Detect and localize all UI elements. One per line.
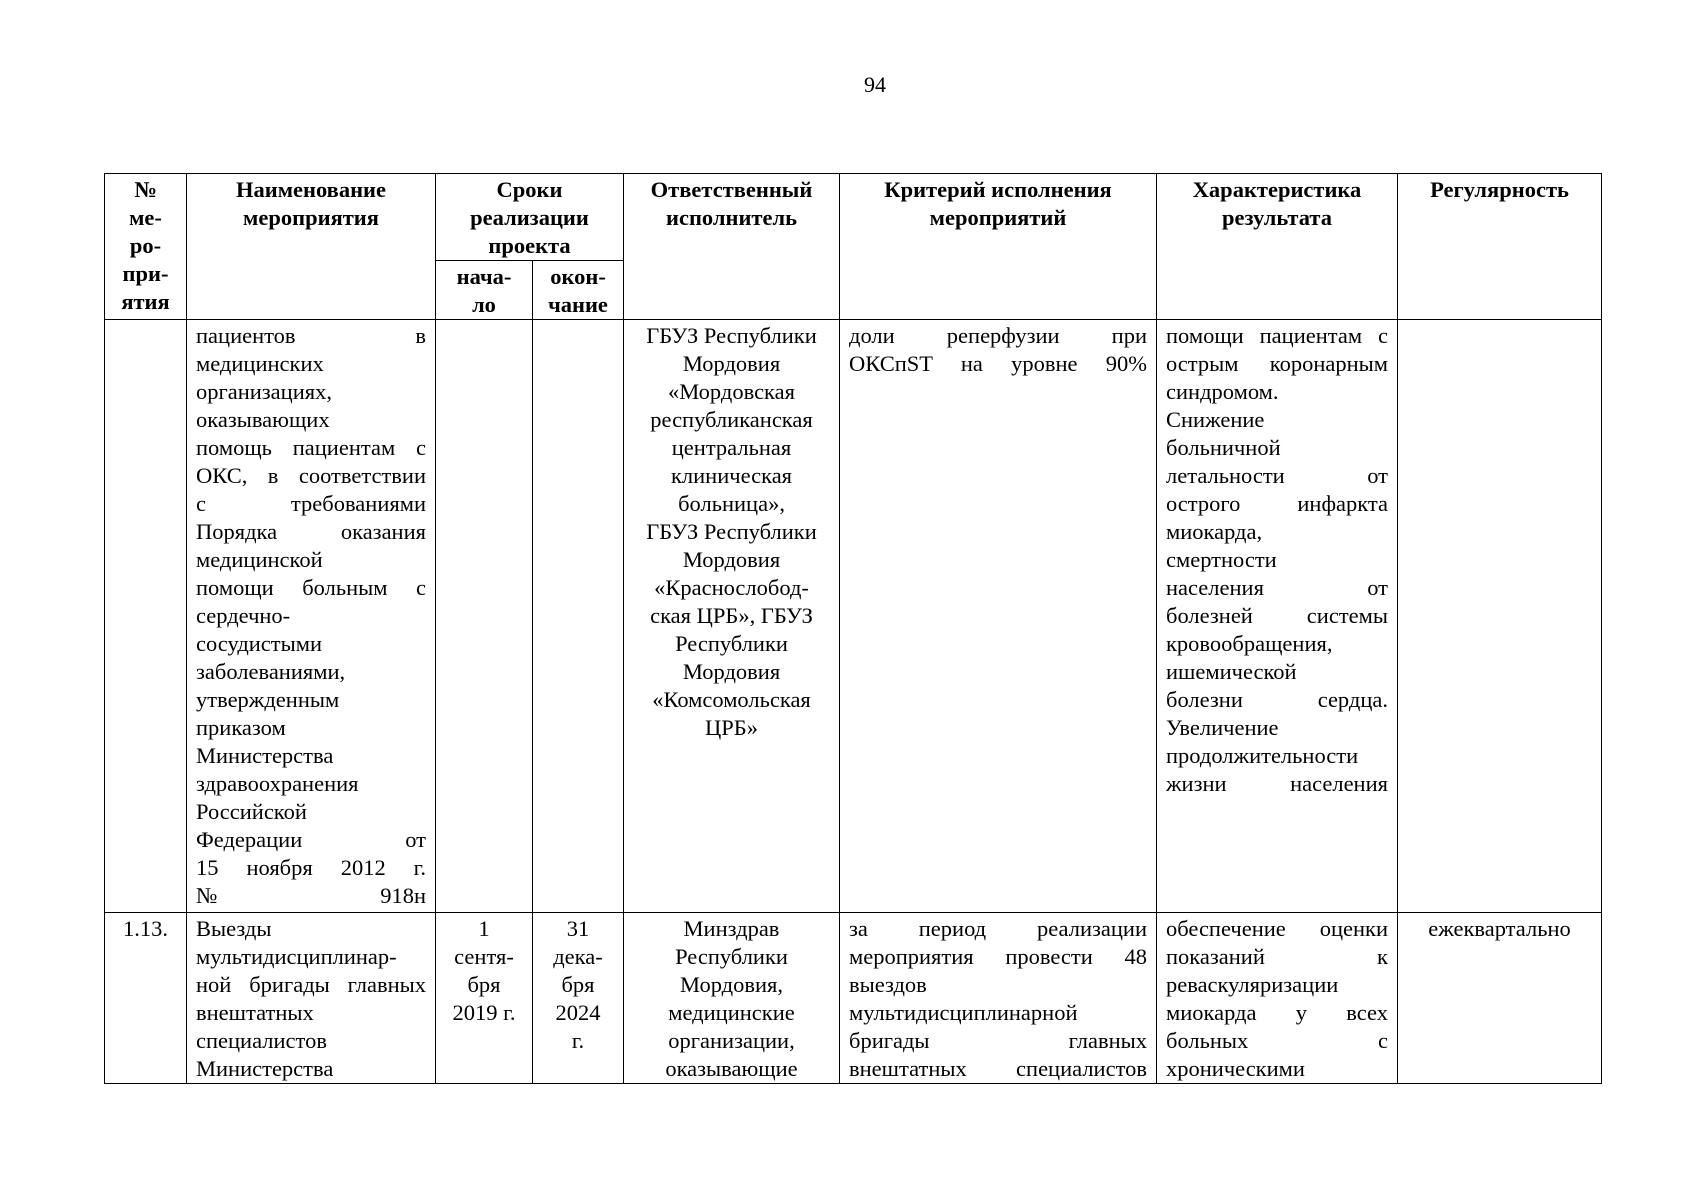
text-line: с требованиями xyxy=(196,491,426,516)
text-line: заболеваниями, xyxy=(196,659,346,684)
text-line: организации, xyxy=(668,1028,795,1053)
text-line: приказом xyxy=(196,715,286,740)
text-line: Мордовия xyxy=(682,659,781,684)
text-line: клиническая xyxy=(670,463,793,488)
text-line: Минздрав xyxy=(683,916,780,941)
text-line: ГБУЗ Республики xyxy=(646,323,817,348)
text-line: летальности от xyxy=(1166,463,1388,488)
cell-regularity xyxy=(1398,320,1602,913)
text-line: дека- xyxy=(553,944,603,969)
text-line: оказывающие xyxy=(665,1056,798,1081)
text-line: организациях, xyxy=(196,379,332,404)
text-line: Республики xyxy=(675,631,788,656)
text-line: окон- xyxy=(550,264,606,289)
text-line: Снижение xyxy=(1166,407,1265,432)
header-end xyxy=(533,261,624,320)
text-line: сентя- xyxy=(454,944,514,969)
text-line: Мордовия, xyxy=(680,972,783,997)
text-line: острым коронарным xyxy=(1166,351,1388,376)
text-line: ро- xyxy=(129,233,162,258)
text-line: Критерий исполнения xyxy=(884,177,1112,202)
header-name xyxy=(187,174,436,320)
text-line: Характеристика xyxy=(1192,177,1362,202)
text-line: Ответственный xyxy=(650,177,813,202)
text-line: мультидисциплинарной xyxy=(849,1000,1078,1025)
table-row xyxy=(105,320,1602,913)
text-line: 31 xyxy=(566,916,590,941)
text-line: миокарда у всех xyxy=(1166,1000,1388,1025)
events-table xyxy=(104,173,1602,1084)
cell-name xyxy=(187,320,436,913)
text-line: республиканская xyxy=(650,407,813,432)
text-line: сосудистыми xyxy=(196,631,323,656)
text-line: специалистов xyxy=(196,1028,327,1053)
text-line: 2024 xyxy=(555,1000,601,1025)
text-line: сердечно- xyxy=(196,603,291,628)
text-line: 2019 г. xyxy=(452,1000,516,1025)
text-line: «Краснослобод- xyxy=(654,575,809,600)
cell-number xyxy=(105,320,187,913)
cell-criterion xyxy=(840,320,1157,913)
text-line: болезней системы xyxy=(1166,603,1388,628)
text-line: хроническими xyxy=(1166,1056,1305,1081)
text-line: бригады главных xyxy=(849,1028,1147,1053)
text-line: миокарда, xyxy=(1166,519,1263,544)
text-line: ятия xyxy=(121,289,170,314)
cell-end xyxy=(533,913,624,1084)
table-header xyxy=(105,174,1602,320)
text-line: кровообращения, xyxy=(1166,631,1333,656)
text-line: ская ЦРБ», ГБУЗ xyxy=(650,603,813,628)
text-line: результата xyxy=(1222,205,1332,230)
text-line: Министерства xyxy=(196,743,334,768)
text-line: помощи больным с xyxy=(196,575,426,600)
text-line: Министерства xyxy=(196,1056,334,1081)
text-line: ЦРБ» xyxy=(705,715,758,740)
text-line: Федерации от xyxy=(196,827,426,852)
header-number xyxy=(105,174,187,320)
text-line: оказывающих xyxy=(196,407,330,432)
text-line: г. xyxy=(571,1028,585,1053)
cell-start xyxy=(436,913,533,1084)
text-line: внештатных xyxy=(196,1000,314,1025)
text-line: при- xyxy=(122,261,169,286)
header-terms xyxy=(436,174,624,261)
text-line: помощи пациентам с xyxy=(1166,323,1388,348)
text-line: больница», xyxy=(678,491,785,516)
text-line: Выезды xyxy=(196,916,272,941)
header-result xyxy=(1157,174,1398,320)
text-line: ло xyxy=(472,292,496,317)
text-line: доли реперфузии при xyxy=(849,323,1147,348)
text-line: внештатных специалистов xyxy=(849,1056,1147,1081)
text-line: обеспечение оценки xyxy=(1166,916,1388,941)
text-line: Наименование xyxy=(236,177,386,202)
text-line: ной бригады главных xyxy=(196,972,426,997)
text-line: продолжительности xyxy=(1166,743,1359,768)
text-line: «Мордовская xyxy=(667,379,795,404)
cell-responsible xyxy=(624,913,840,1084)
text-line: Увеличение xyxy=(1166,715,1279,740)
text-line: показаний к xyxy=(1166,944,1388,969)
text-line: больных с xyxy=(1166,1028,1388,1053)
text-line: больничной xyxy=(1166,435,1281,460)
text-line: бря xyxy=(467,972,501,997)
text-line: исполнитель xyxy=(666,205,797,230)
text-line: 15 ноября 2012 г. xyxy=(196,855,426,880)
text-line: 1 xyxy=(478,916,490,941)
text-line: Порядка оказания xyxy=(196,519,426,544)
text-line: нача- xyxy=(456,264,512,289)
table-row xyxy=(105,913,1602,1084)
text-line: бря xyxy=(561,972,595,997)
text-line: мероприятия провести 48 xyxy=(849,944,1147,969)
text-line: утвержденным xyxy=(196,687,340,712)
text-line: «Комсомольская xyxy=(652,687,811,712)
header-start xyxy=(436,261,533,320)
text-line: № xyxy=(134,177,157,202)
text-line: здравоохранения xyxy=(196,771,359,796)
text-line: Мордовия xyxy=(682,547,781,572)
text-line: медицинских xyxy=(196,351,324,376)
cell-number: 1.13. xyxy=(105,913,187,1084)
cell-start xyxy=(436,320,533,913)
text-line: смертности xyxy=(1166,547,1277,572)
text-line: синдромом. xyxy=(1166,379,1279,404)
text-line: ишемической xyxy=(1166,659,1297,684)
text-line: ОКСпST на уровне 90% xyxy=(849,351,1147,376)
text-line: пациентов в xyxy=(196,323,426,348)
text-line: проекта xyxy=(488,233,571,258)
text-line: реваскуляризации xyxy=(1166,972,1339,997)
text-line: жизни населения xyxy=(1166,771,1388,796)
text-line: чание xyxy=(548,292,608,317)
cell-responsible xyxy=(624,320,840,913)
text-line: болезни сердца. xyxy=(1166,687,1388,712)
text-line: помощь пациентам с xyxy=(196,435,426,460)
text-line: мероприятия xyxy=(243,205,379,230)
cell-result xyxy=(1157,320,1398,913)
header-responsible xyxy=(624,174,840,320)
text-line: медицинской xyxy=(196,547,323,572)
cell-name xyxy=(187,913,436,1084)
text-line: Сроки xyxy=(496,177,563,202)
text-line: № 918н xyxy=(196,883,426,908)
text-line: Российской xyxy=(196,799,307,824)
text-line: медицинские xyxy=(668,1000,795,1025)
header-criterion xyxy=(840,174,1157,320)
text-line: острого инфаркта xyxy=(1166,491,1388,516)
text-line: ме- xyxy=(129,205,162,230)
text-line: Республики xyxy=(675,944,788,969)
text-line: мероприятий xyxy=(929,205,1067,230)
text-line: мультидисциплинар- xyxy=(196,944,397,969)
text-line: Мордовия xyxy=(682,351,781,376)
text-line: центральная xyxy=(671,435,792,460)
text-line: ГБУЗ Республики xyxy=(646,519,817,544)
text-line: реализации xyxy=(470,205,589,230)
page-number: 94 xyxy=(864,72,886,97)
text-line: выездов xyxy=(849,972,927,997)
cell-end xyxy=(533,320,624,913)
text-line: ОКС, в соответствии xyxy=(196,463,426,488)
cell-criterion xyxy=(840,913,1157,1084)
text-line: населения от xyxy=(1166,575,1388,600)
cell-result xyxy=(1157,913,1398,1084)
text-line: за период реализации xyxy=(849,916,1147,941)
cell-regularity: ежеквартально xyxy=(1398,913,1602,1084)
header-regularity: Регулярность xyxy=(1398,174,1602,320)
